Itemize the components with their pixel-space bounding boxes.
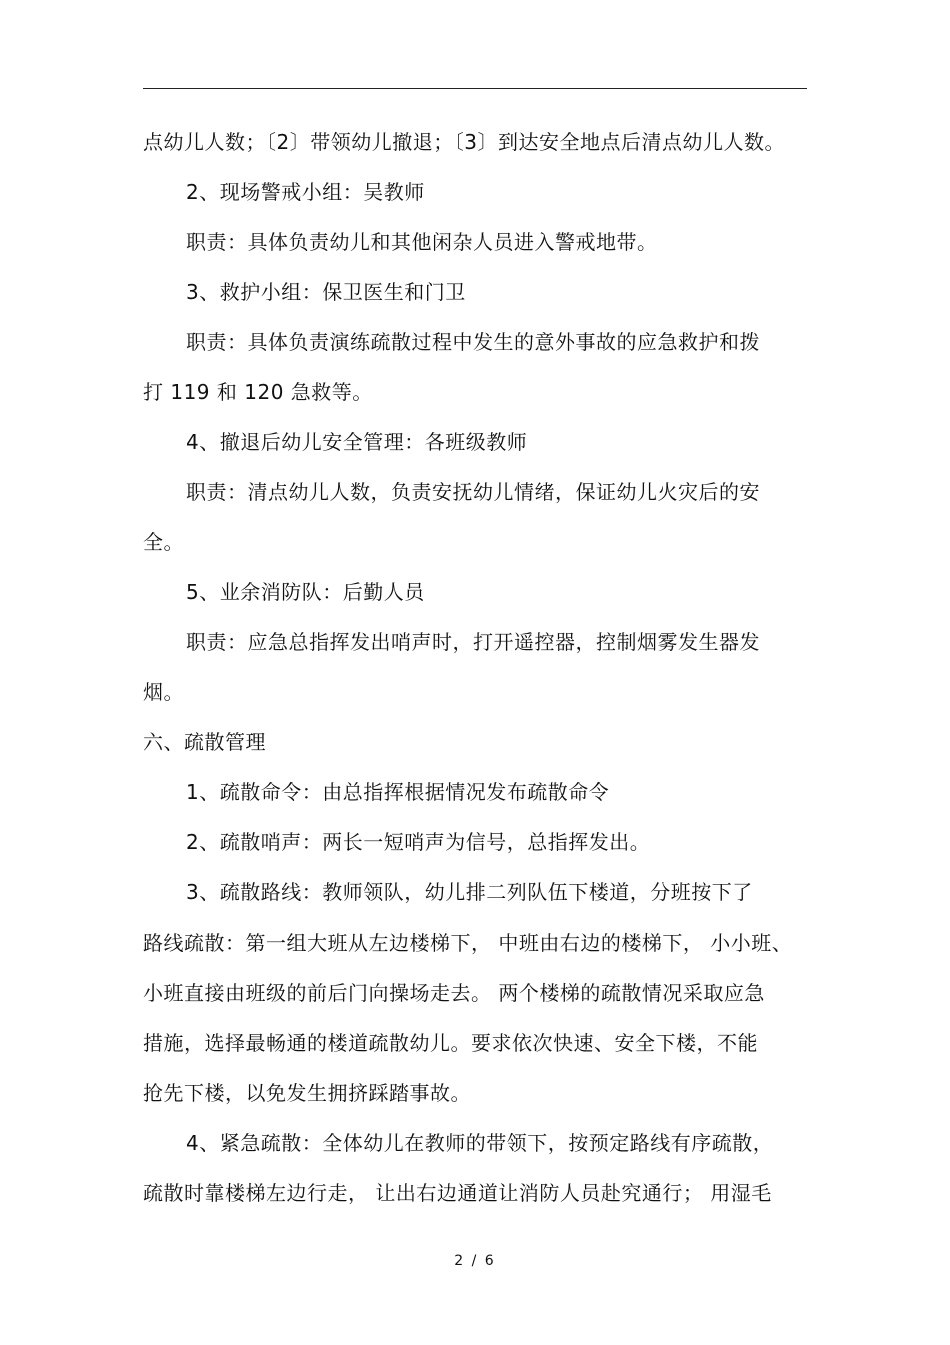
- text-line: 4、撤退后幼儿安全管理：各班级教师: [186, 430, 528, 454]
- text-line: 打 119 和 120 急救等。: [143, 380, 373, 404]
- text-line: 职责：具体负责幼儿和其他闲杂人员进入警戒地带。: [186, 230, 658, 254]
- text-line: 2、现场警戒小组：吴教师: [186, 180, 425, 204]
- text-line: 点幼儿人数；〔2〕带领幼儿撤退；〔3〕到达安全地点后清点幼儿人数。: [143, 130, 785, 154]
- text-line: 路线疏散：第一组大班从左边楼梯下， 中班由右边的楼梯下， 小小班、: [143, 931, 793, 955]
- text-line: 烟。: [143, 680, 184, 704]
- text-line: 措施，选择最畅通的楼道疏散幼儿。要求依次快速、安全下楼，不能: [143, 1031, 758, 1055]
- text-line: 2、疏散哨声：两长一短哨声为信号，总指挥发出。: [186, 830, 651, 854]
- page-number: 2 / 6: [454, 1253, 496, 1269]
- text-line: 疏散时靠楼梯左边行走， 让出右边通道让消防人员赴究通行； 用湿毛: [143, 1181, 772, 1205]
- text-line: 3、救护小组：保卫医生和门卫: [186, 280, 466, 304]
- section-heading: 六、疏散管理: [143, 730, 266, 754]
- header-rule: [143, 88, 807, 89]
- text-line: 3、疏散路线：教师领队，幼儿排二列队伍下楼道，分班按下了: [186, 880, 753, 904]
- text-line: 全。: [143, 530, 184, 554]
- text-line: 职责：清点幼儿人数，负责安抚幼儿情绪，保证幼儿火灾后的安: [186, 480, 760, 504]
- text-line: 1、疏散命令：由总指挥根据情况发布疏散命令: [186, 780, 610, 804]
- text-line: 职责：具体负责演练疏散过程中发生的意外事故的应急救护和拨: [186, 330, 760, 354]
- text-line: 抢先下楼，以免发生拥挤踩踏事故。: [143, 1081, 471, 1105]
- text-line: 4、紧急疏散：全体幼儿在教师的带领下，按预定路线有序疏散，: [186, 1131, 774, 1155]
- text-line: 5、业余消防队：后勤人员: [186, 580, 425, 604]
- text-line: 小班直接由班级的前后门向操场走去。 两个楼梯的疏散情况采取应急: [143, 981, 765, 1005]
- text-line: 职责：应急总指挥发出哨声时，打开遥控器，控制烟雾发生器发: [186, 630, 760, 654]
